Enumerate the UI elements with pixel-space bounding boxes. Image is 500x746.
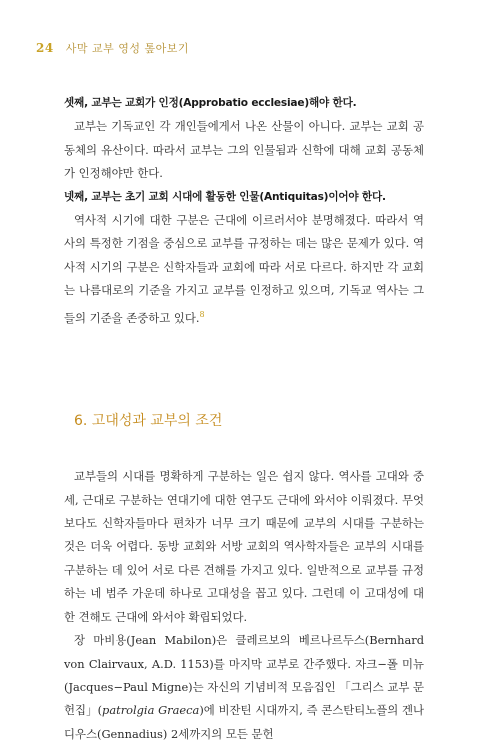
paragraph-section6-2-b: )에 비잔틴 시대까지, 즉 콘스탄티노플의 겐나디우스(Gennadius) 2세까지의 모든 문헌 <box>64 703 425 741</box>
page-number: 24 <box>36 41 54 55</box>
paragraph-section6-1: 교부들의 시대를 명확하게 구분하는 일은 쉽지 않다. 역사를 고대와 중세, 근대로 구분하는 연대기에 대한 연구도 근대에 와서야 이뤄졌다. 무엇보다도 신학자들마다 편차가 너무 크기 때문에 교부의 시대를 구분하는 것은 더욱 어렵다. 동방 교회와 서방 교회의 역사학자들은 교부의 시대를 구분하는 데 있어 서로 다른 견해를 가지고 있다. 일반적으로 교부를 규정하는 네 범주 가운데 하나로 고대성을 꼽고 있다. 그런데 이 고대성에 대한 견해도 근대에 와서야 확립되었다. <box>64 469 424 624</box>
page-body <box>64 92 424 746</box>
subheading-third: 셋째, 교부는 교회가 인정(Approbatio ecclesiae)해야 한다. <box>64 97 357 109</box>
section-title: 6. 고대성과 교부의 조건 <box>74 412 223 429</box>
paragraph-fourth-text: 역사적 시기에 대한 구분은 근대에 이르러서야 분명해졌다. 따라서 역사의 특정한 기점을 중심으로 교부를 규정하는 데는 많은 문제가 있다. 역사적 시기의 구분은 신학자들과 교회에 따라 서로 다르다. 하지만 각 교회는 나름대로의 기준을 가지고 교부를 인정하고 있으며, 기독교 역사는 그들의 기준을 존중하고 있다. <box>64 213 424 325</box>
paragraph-section6-2 <box>64 629 424 746</box>
paragraph-third: 교부는 기독교인 각 개인들에게서 나온 산물이 아니다. 교부는 교회 공동체의 유산이다. 따라서 교부는 그의 인물됨과 신학에 대해 교회 공동체가 인정해야만 한다. <box>64 119 424 181</box>
running-title: 사막 교부 영성 톺아보기 <box>65 42 189 55</box>
running-header <box>36 40 189 56</box>
paragraph-fourth <box>64 209 424 330</box>
latin-title: patrolgia Graeca <box>102 703 200 718</box>
paragraph-section6-2-a: 장 마비용(Jean Mabilon)은 클레르보의 베르나르두스(Bernhard von Clairvaux, A.D. 1153)를 마지막 교부로 간주했다. 자크−폴 미뉴(Jacques−Paul Migne)는 자신의 기념비적 모음집인 「그리스 교부 문헌집」( <box>64 633 424 718</box>
footnote-marker: 8 <box>199 309 205 319</box>
subheading-fourth: 넷째, 교부는 초기 교회 시대에 활동한 인물(Antiquitas)이어야 한다. <box>64 190 386 203</box>
